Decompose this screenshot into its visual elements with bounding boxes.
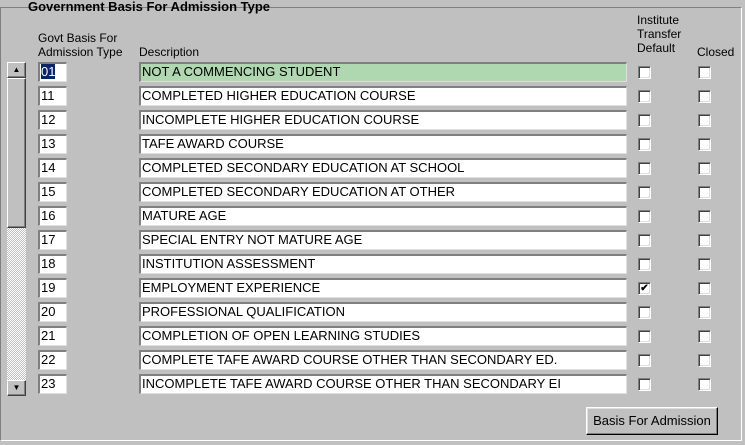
table-row[interactable]: [0, 230, 745, 252]
checkmark-icon: ✔: [640, 283, 649, 294]
description-field[interactable]: INSTITUTION ASSESSMENT: [139, 254, 627, 274]
code-value: 21: [41, 328, 56, 343]
code-field[interactable]: [38, 86, 67, 106]
table-row[interactable]: [0, 158, 745, 180]
code-value: 12: [41, 112, 56, 127]
code-value: 22: [41, 352, 56, 367]
institute-transfer-default-checkbox[interactable]: [638, 66, 651, 79]
column-header-institute-line3: Default: [637, 41, 676, 55]
institute-transfer-default-checkbox[interactable]: [638, 306, 651, 319]
code-value: 19: [41, 280, 56, 295]
closed-checkbox[interactable]: [698, 258, 711, 271]
table-row[interactable]: [0, 326, 745, 348]
table-row[interactable]: [0, 134, 745, 156]
description-field[interactable]: SPECIAL ENTRY NOT MATURE AGE: [139, 230, 627, 250]
closed-checkbox[interactable]: [698, 234, 711, 247]
closed-checkbox[interactable]: [698, 210, 711, 223]
code-value: 20: [41, 304, 56, 319]
triangle-up-icon: ▲: [12, 65, 21, 74]
institute-transfer-default-checkbox[interactable]: [638, 114, 651, 127]
description-field[interactable]: MATURE AGE: [139, 206, 627, 226]
description-field[interactable]: COMPLETION OF OPEN LEARNING STUDIES: [139, 326, 627, 346]
code-field[interactable]: [38, 374, 67, 394]
code-field[interactable]: [38, 326, 67, 346]
institute-transfer-default-checkbox[interactable]: [638, 330, 651, 343]
code-value: 16: [41, 208, 56, 223]
code-field[interactable]: [38, 302, 67, 322]
code-value: 17: [41, 232, 56, 247]
code-value: 23: [41, 376, 56, 391]
code-value: 15: [41, 184, 56, 199]
code-value: 13: [41, 136, 56, 151]
institute-transfer-default-checkbox[interactable]: [638, 90, 651, 103]
description-field[interactable]: COMPLETE TAFE AWARD COURSE OTHER THAN SECONDARY ED.: [139, 350, 627, 370]
description-field[interactable]: NOT A COMMENCING STUDENT: [139, 62, 627, 82]
table-row[interactable]: [0, 350, 745, 372]
code-value: 11: [41, 88, 55, 103]
institute-transfer-default-checkbox[interactable]: [638, 282, 651, 295]
column-header-closed: Closed: [697, 45, 735, 59]
code-field[interactable]: [38, 350, 67, 370]
table-row[interactable]: [0, 374, 745, 396]
closed-checkbox[interactable]: [698, 138, 711, 151]
closed-checkbox[interactable]: [698, 354, 711, 367]
code-value: 01: [41, 64, 56, 79]
code-value: 14: [41, 160, 56, 175]
column-header-institute-line1: Institute: [637, 13, 680, 27]
table-row[interactable]: [0, 278, 745, 300]
description-field[interactable]: PROFESSIONAL QUALIFICATION: [139, 302, 627, 322]
institute-transfer-default-checkbox[interactable]: [638, 138, 651, 151]
closed-checkbox[interactable]: [698, 162, 711, 175]
table-row[interactable]: [0, 86, 745, 108]
code-field[interactable]: [38, 278, 67, 298]
code-field[interactable]: [38, 206, 67, 226]
closed-checkbox[interactable]: [698, 378, 711, 391]
code-field[interactable]: [38, 254, 67, 274]
institute-transfer-default-checkbox[interactable]: [638, 378, 651, 391]
table-row[interactable]: [0, 206, 745, 228]
column-header-description: Description: [139, 45, 200, 59]
description-field[interactable]: COMPLETED SECONDARY EDUCATION AT SCHOOL: [139, 158, 627, 178]
code-field[interactable]: [38, 110, 67, 130]
column-header-institute-transfer-default: [637, 13, 681, 55]
basis-for-admission-button[interactable]: Basis For Admission: [586, 407, 718, 435]
closed-checkbox[interactable]: [698, 186, 711, 199]
triangle-down-icon: ▼: [12, 383, 21, 392]
closed-checkbox[interactable]: [698, 330, 711, 343]
description-field[interactable]: INCOMPLETE HIGHER EDUCATION COURSE: [139, 110, 627, 130]
description-field[interactable]: EMPLOYMENT EXPERIENCE: [139, 278, 627, 298]
code-field[interactable]: [38, 182, 67, 202]
description-field[interactable]: TAFE AWARD COURSE: [139, 134, 627, 154]
description-field[interactable]: INCOMPLETE TAFE AWARD COURSE OTHER THAN SECONDARY EI: [139, 374, 627, 394]
table-row[interactable]: [0, 110, 745, 132]
code-field[interactable]: [38, 230, 67, 250]
table-row[interactable]: [0, 302, 745, 324]
closed-checkbox[interactable]: [698, 306, 711, 319]
institute-transfer-default-checkbox[interactable]: [638, 354, 651, 367]
code-field[interactable]: [38, 62, 67, 82]
table-row[interactable]: [0, 254, 745, 276]
description-field[interactable]: COMPLETED SECONDARY EDUCATION AT OTHER: [139, 182, 627, 202]
description-field[interactable]: COMPLETED HIGHER EDUCATION COURSE: [139, 86, 627, 106]
column-header-code: [38, 31, 123, 59]
section-title: Government Basis For Admission Type: [28, 0, 270, 14]
closed-checkbox[interactable]: [698, 66, 711, 79]
closed-checkbox[interactable]: [698, 114, 711, 127]
column-header-institute-line2: Transfer: [637, 27, 682, 41]
institute-transfer-default-checkbox[interactable]: [638, 162, 651, 175]
institute-transfer-default-checkbox[interactable]: [638, 234, 651, 247]
institute-transfer-default-checkbox[interactable]: [638, 258, 651, 271]
column-header-code-line1: Govt Basis For: [38, 31, 118, 45]
column-header-code-line2: Admission Type: [38, 45, 123, 59]
code-field[interactable]: [38, 134, 67, 154]
code-value: 18: [41, 256, 56, 271]
institute-transfer-default-checkbox[interactable]: [638, 210, 651, 223]
table-row[interactable]: [0, 182, 745, 204]
institute-transfer-default-checkbox[interactable]: [638, 186, 651, 199]
closed-checkbox[interactable]: [698, 90, 711, 103]
closed-checkbox[interactable]: [698, 282, 711, 295]
table-row[interactable]: [0, 62, 745, 84]
code-field[interactable]: [38, 158, 67, 178]
